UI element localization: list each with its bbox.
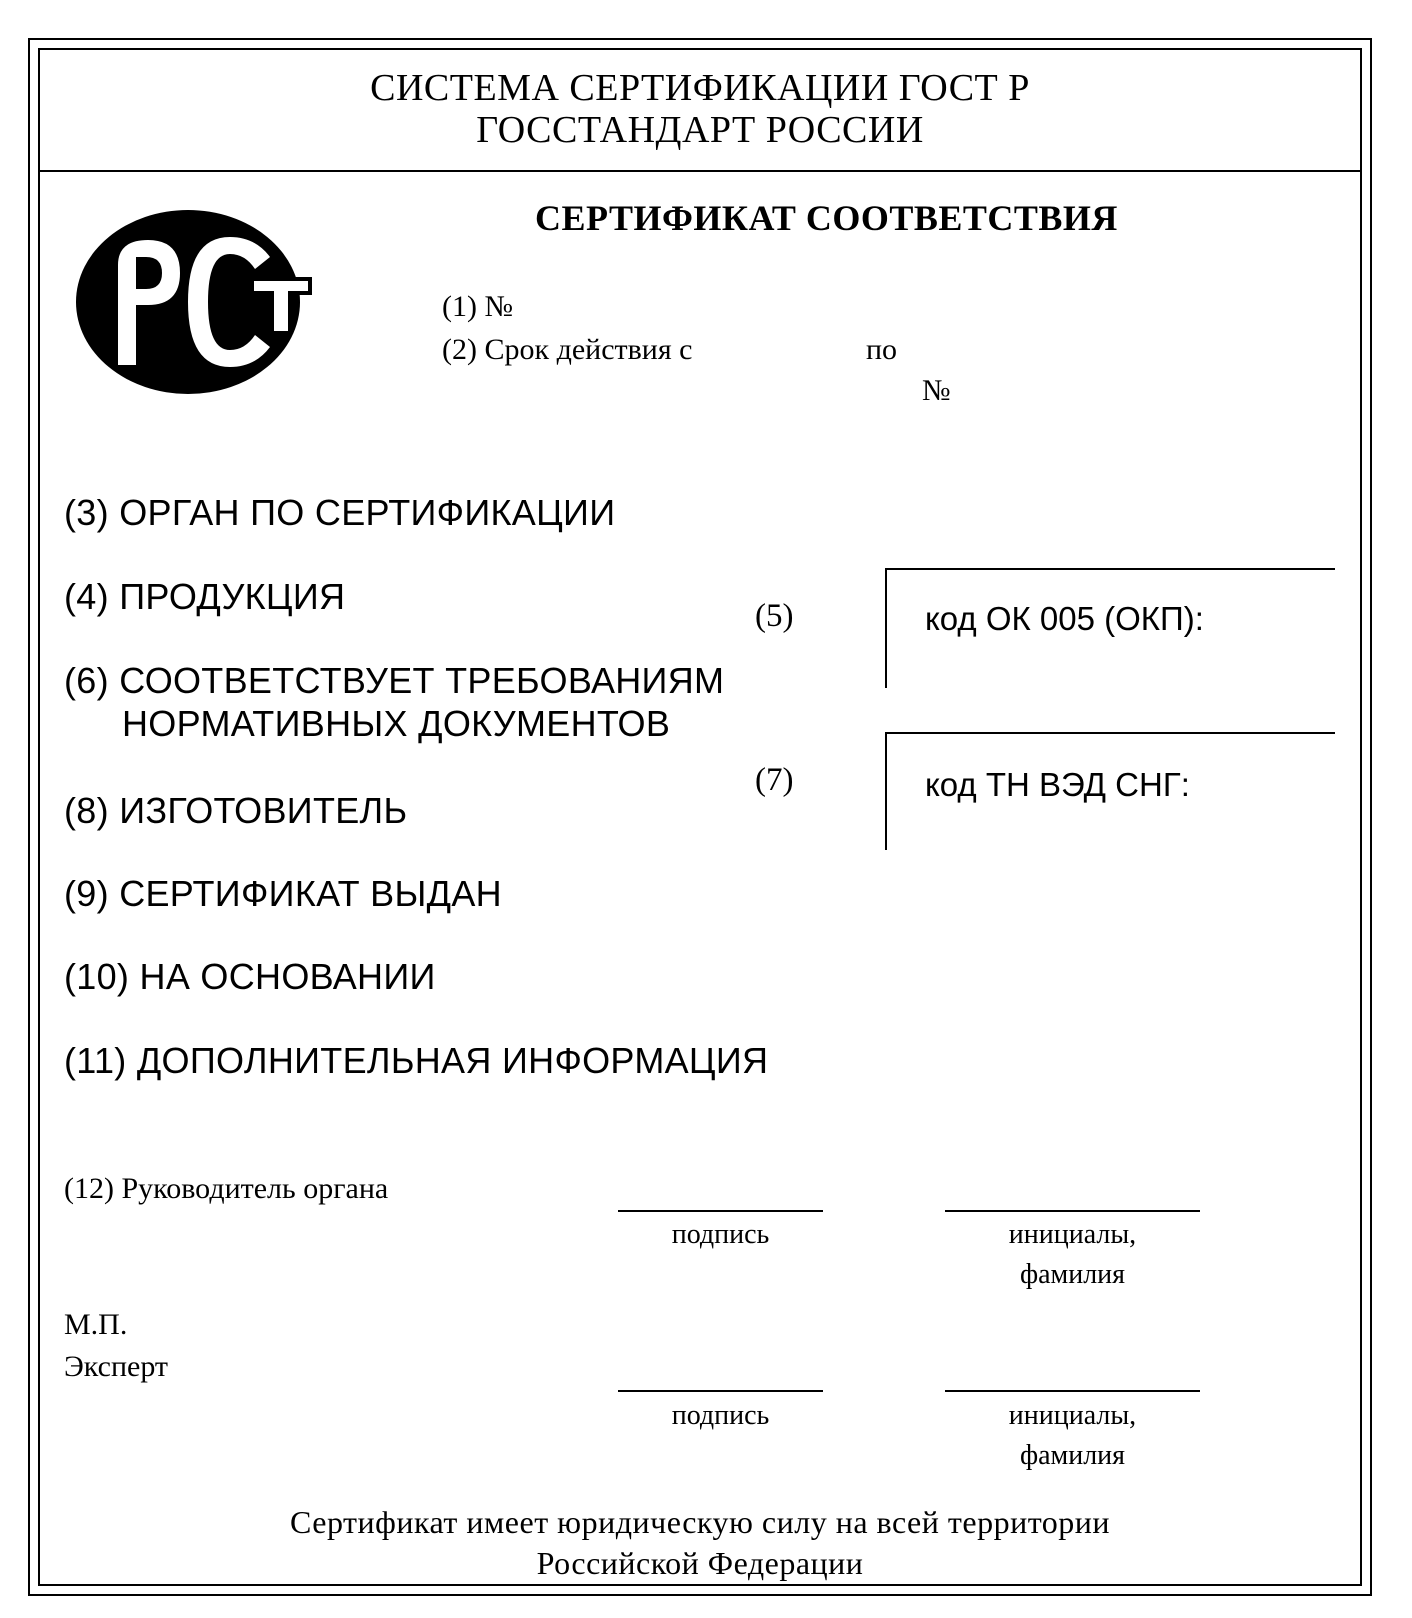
header-agency-title: ГОССТАНДАРТ РОССИИ <box>476 109 924 151</box>
field-5-label: (5) <box>755 598 794 634</box>
head-signature-caption: подпись <box>671 1219 770 1250</box>
head-initials-caption-line2: фамилия <box>1019 1259 1126 1290</box>
head-of-body-label: (12) Руководитель органа <box>64 1172 389 1205</box>
expert-signature-caption: подпись <box>671 1400 770 1431</box>
section-manufacturer: (8) ИЗГОТОВИТЕЛЬ <box>64 790 408 831</box>
expert-signature-line <box>618 1390 823 1392</box>
second-number-label: № <box>922 374 951 407</box>
section-conformity-line2: НОРМАТИВНЫХ ДОКУМЕНТОВ <box>122 703 671 744</box>
section-certification-body: (3) ОРГАН ПО СЕРТИФИКАЦИИ <box>64 492 616 533</box>
validity-to-label: по <box>866 333 898 366</box>
footer-legal-line2: Российской Федерации <box>536 1545 864 1581</box>
section-issued-to: (9) СЕРТИФИКАТ ВЫДАН <box>64 873 502 914</box>
expert-label: Эксперт <box>64 1350 169 1383</box>
expert-initials-caption-line2: фамилия <box>1019 1440 1126 1471</box>
section-conformity-line1: (6) СООТВЕТСТВУЕТ ТРЕБОВАНИЯМ <box>64 660 725 701</box>
certificate-number-label: (1) № <box>442 290 514 323</box>
head-signature-line <box>618 1210 823 1212</box>
validity-from-label: (2) Срок действия с <box>442 333 693 366</box>
section-basis: (10) НА ОСНОВАНИИ <box>64 956 436 997</box>
stamp-label: М.П. <box>64 1308 128 1341</box>
certificate-title: СЕРТИФИКАТ СООТВЕТСТВИЯ <box>535 198 1118 238</box>
head-initials-caption-line1: инициалы, <box>1008 1219 1137 1250</box>
tnved-code-label: код ТН ВЭД СНГ: <box>925 766 1190 803</box>
section-additional-info: (11) ДОПОЛНИТЕЛЬНАЯ ИНФОРМАЦИЯ <box>64 1040 769 1081</box>
rst-mark-icon <box>70 205 320 400</box>
section-product: (4) ПРОДУКЦИЯ <box>64 576 346 617</box>
expert-name-line <box>945 1390 1200 1392</box>
okp-code-label: код ОК 005 (ОКП): <box>925 600 1204 637</box>
field-7-label: (7) <box>755 762 794 798</box>
header-divider <box>38 170 1362 172</box>
expert-initials-caption-line1: инициалы, <box>1008 1400 1137 1431</box>
header-system-title: СИСТЕМА СЕРТИФИКАЦИИ ГОСТ Р <box>370 67 1030 109</box>
footer-legal-line1: Сертификат имеет юридическую силу на всей территории <box>290 1504 1110 1540</box>
head-name-line <box>945 1210 1200 1212</box>
